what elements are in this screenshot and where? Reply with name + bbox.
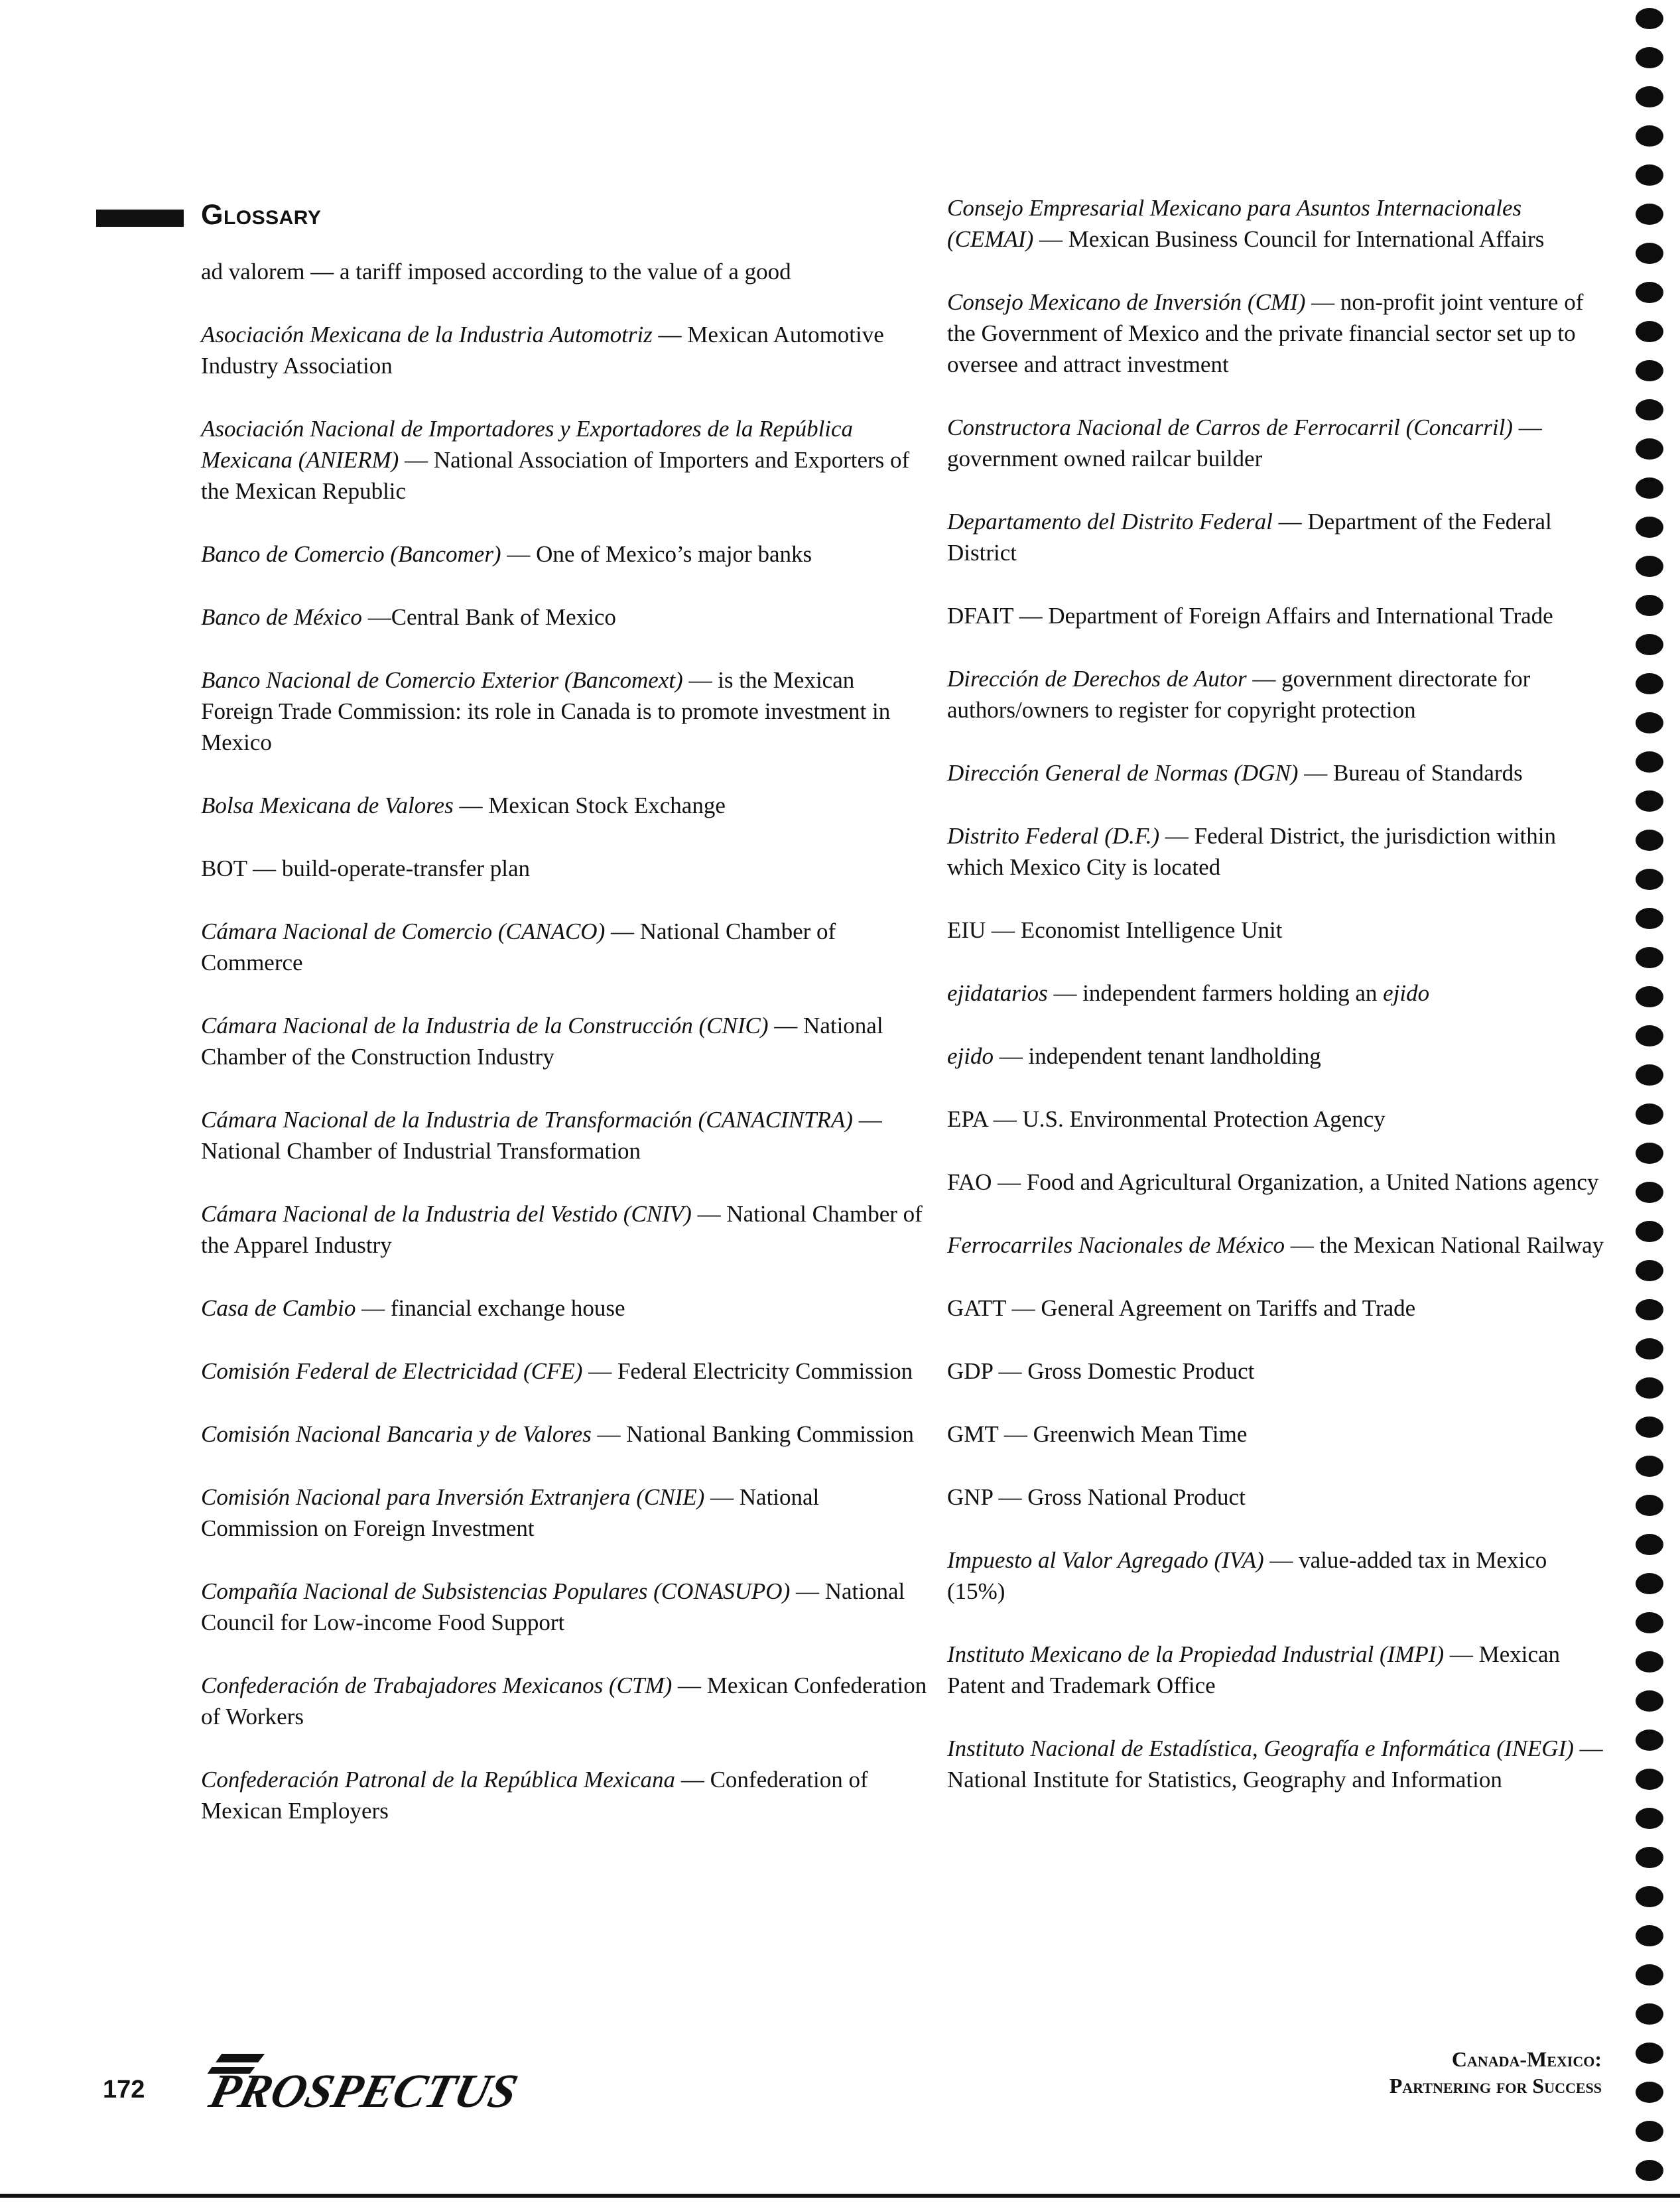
binding-hole	[1636, 399, 1663, 420]
binding-hole	[1636, 1260, 1663, 1281]
glossary-entry	[201, 1104, 931, 1166]
glossary-definition-emphasis: ejido	[1383, 980, 1430, 1006]
binding-hole	[1636, 1730, 1663, 1751]
binding-hole	[1636, 2121, 1663, 2142]
glossary-separator: —	[453, 792, 489, 818]
binding-hole	[1636, 595, 1663, 616]
glossary-term: Bolsa Mexicana de Valores	[201, 792, 454, 818]
glossary-entry	[947, 1544, 1610, 1607]
glossary-entry	[947, 1166, 1610, 1198]
binding-hole	[1636, 204, 1663, 225]
footer-line-2: Partnering for Success	[1389, 2074, 1602, 2098]
heading-marker-bar	[96, 210, 184, 227]
glossary-separator: BOT —	[201, 855, 282, 881]
glossary-definition: a tariff imposed according to the value of a good	[339, 259, 791, 284]
glossary-entry	[947, 1481, 1610, 1513]
glossary-definition: the Mexican National Railway	[1319, 1232, 1604, 1258]
page-title: Glossary	[201, 199, 322, 231]
binding-hole	[1636, 1338, 1663, 1359]
glossary-separator: GNP —	[947, 1484, 1028, 1510]
glossary-entry	[201, 601, 931, 633]
glossary-definition: Department of the Federal District	[947, 509, 1552, 566]
glossary-definition: Greenwich Mean Time	[1033, 1421, 1248, 1447]
glossary-definition: Mexican Confederation of Workers	[201, 1672, 927, 1730]
glossary-entry	[947, 1639, 1610, 1701]
binding-hole	[1636, 712, 1663, 733]
glossary-definition: National Commission on Foreign Investment	[201, 1484, 820, 1541]
binding-hole	[1636, 1651, 1663, 1672]
prospectus-logo	[204, 2044, 523, 2117]
glossary-definition: Federal Electricity Commission	[617, 1358, 913, 1384]
binding-hole	[1636, 125, 1663, 147]
glossary-definition: National Association of Importers and Exporters of the Mexican Republic	[201, 447, 910, 504]
glossary-term: Confederación Patronal de la República Mexicana	[201, 1767, 676, 1793]
glossary-entry	[947, 1418, 1610, 1450]
glossary-entry	[201, 1418, 931, 1450]
glossary-separator: —	[704, 1484, 740, 1510]
glossary-term: Instituto Mexicano de la Propiedad Industrial (IMPI)	[947, 1641, 1445, 1667]
glossary-separator: —	[1285, 1232, 1320, 1258]
binding-hole	[1636, 1886, 1663, 1907]
glossary-definition: U.S. Environmental Protection Agency	[1022, 1106, 1386, 1132]
glossary-definition: independent tenant landholding	[1028, 1043, 1321, 1069]
glossary-term: Cámara Nacional de la Industria de la Construcción (CNIC)	[201, 1013, 769, 1039]
footer-series-title	[1389, 2046, 1602, 2099]
glossary-separator: —	[1263, 1547, 1299, 1573]
glossary-entry	[201, 319, 931, 381]
glossary-term: Consejo Empresarial Mexicano para Asuntos Internacionales (CEMAI)	[947, 195, 1522, 252]
glossary-entry	[947, 286, 1610, 380]
glossary-entry	[947, 600, 1610, 631]
glossary-definition: National Banking Commission	[626, 1421, 914, 1447]
binding-hole	[1636, 282, 1663, 303]
binding-hole	[1636, 1221, 1663, 1242]
binding-hole	[1636, 830, 1663, 851]
binding-hole	[1636, 1925, 1663, 1946]
glossary-entry	[201, 538, 931, 570]
binding-hole	[1636, 86, 1663, 107]
glossary-term: Consejo Mexicano de Inversión (CMI)	[947, 289, 1306, 315]
glossary-separator: DFAIT —	[947, 603, 1049, 629]
glossary-term: Banco Nacional de Comercio Exterior (Bancomext)	[201, 667, 683, 693]
glossary-entry	[201, 1764, 931, 1826]
binding-hole	[1636, 1495, 1663, 1516]
binding-hole	[1636, 1573, 1663, 1594]
glossary-separator: —	[361, 604, 391, 630]
logo-wordmark: PROSPECTUS	[204, 2064, 523, 2117]
binding-hole	[1636, 47, 1663, 68]
binding-hole	[1636, 869, 1663, 890]
glossary-separator: —	[605, 918, 640, 944]
glossary-definition: is the Mexican Foreign Trade Commission: its role in Canada is to promote investment in Mexico	[201, 667, 891, 755]
glossary-separator: —	[1512, 414, 1542, 440]
glossary-separator: —	[993, 1043, 1029, 1069]
glossary-term: Banco de Comercio (Bancomer)	[201, 541, 501, 567]
binding-hole	[1636, 908, 1663, 929]
binding-hole	[1636, 243, 1663, 264]
glossary-definition: Department of Foreign Affairs and International Trade	[1048, 603, 1553, 629]
glossary-entry	[947, 757, 1610, 788]
glossary-term: Compañía Nacional de Subsistencias Populares (CONASUPO)	[201, 1578, 791, 1604]
binding-hole	[1636, 1612, 1663, 1633]
glossary-definition: National Institute for Statistics, Geography and Information	[947, 1767, 1502, 1793]
glossary-separator: —	[768, 1013, 804, 1039]
glossary-entry	[201, 664, 931, 758]
glossary-definition: non-profit joint venture of the Government of Mexico and the private financial sector set up to oversee and attract investment	[947, 289, 1584, 377]
glossary-term: Asociación Nacional de Importadores y Exportadores de la República Mexicana (ANIERM)	[201, 416, 854, 473]
binding-hole	[1636, 751, 1663, 773]
binding-hole	[1636, 2043, 1663, 2064]
glossary-entry	[947, 1229, 1610, 1261]
glossary-term: Dirección General de Normas (DGN)	[947, 760, 1299, 786]
glossary-separator: —	[1047, 980, 1083, 1006]
glossary-term: Cámara Nacional de la Industria del Vestido (CNIV)	[201, 1201, 692, 1227]
glossary-entry	[947, 820, 1610, 883]
glossary-definition: Mexican Stock Exchange	[488, 792, 726, 818]
glossary-definition: National Chamber of Industrial Transformation	[201, 1138, 641, 1164]
glossary-term: ejidatarios	[947, 980, 1048, 1006]
binding-hole	[1636, 556, 1663, 577]
glossary-definition: independent farmers holding an	[1082, 980, 1384, 1006]
glossary-entry	[947, 1733, 1610, 1795]
binding-hole	[1636, 438, 1663, 460]
binding-hole	[1636, 1103, 1663, 1125]
binding-hole	[1636, 1143, 1663, 1164]
binding-hole	[1636, 1808, 1663, 1829]
glossary-entry	[201, 916, 931, 978]
glossary-separator: —	[355, 1295, 391, 1321]
binding-hole	[1636, 1299, 1663, 1320]
glossary-entry	[201, 1481, 931, 1544]
glossary-definition: Gross Domestic Product	[1027, 1358, 1255, 1384]
glossary-term: Instituto Nacional de Estadística, Geografía e Informática (INEGI)	[947, 1735, 1574, 1761]
glossary-separator: —	[399, 447, 434, 473]
glossary-term: Cámara Nacional de la Industria de Transformación (CANACINTRA)	[201, 1107, 853, 1133]
glossary-separator: —	[1444, 1641, 1479, 1667]
glossary-separator: —	[1159, 823, 1195, 849]
glossary-entry	[947, 1103, 1610, 1135]
glossary-separator: EIU —	[947, 917, 1021, 943]
binding-hole	[1636, 1534, 1663, 1555]
glossary-term: Asociación Mexicana de la Industria Automotriz	[201, 322, 653, 347]
glossary-term: Comisión Nacional Bancaria y de Valores	[201, 1421, 592, 1447]
binding-hole	[1636, 2082, 1663, 2103]
glossary-definition: build-operate-transfer plan	[281, 855, 531, 881]
glossary-column-right	[947, 192, 1610, 1827]
glossary-separator: —	[1305, 289, 1340, 315]
glossary-separator: —	[1033, 226, 1068, 252]
glossary-entry	[947, 1040, 1610, 1072]
binding-hole	[1636, 1456, 1663, 1477]
glossary-term: Impuesto al Valor Agregado (IVA)	[947, 1547, 1264, 1573]
glossary-term: Banco de México	[201, 604, 362, 630]
glossary-definition: financial exchange house	[390, 1295, 625, 1321]
binding-hole	[1636, 164, 1663, 186]
glossary-term: ejido	[947, 1043, 994, 1069]
glossary-definition: Bureau of Standards	[1332, 760, 1523, 786]
binding-hole	[1636, 1847, 1663, 1868]
glossary-entry	[201, 1010, 931, 1072]
glossary-definition: One of Mexico’s major banks	[536, 541, 812, 567]
glossary-entry	[201, 1670, 931, 1732]
glossary-separator: —	[682, 667, 718, 693]
binding-hole	[1636, 1182, 1663, 1203]
binding-hole	[1636, 2003, 1663, 2025]
glossary-definition: National Council for Low-income Food Support	[201, 1578, 905, 1635]
glossary-separator: GDP —	[947, 1358, 1028, 1384]
glossary-entry	[201, 256, 931, 287]
glossary-entry	[201, 1576, 931, 1638]
glossary-separator: —	[1246, 666, 1282, 692]
glossary-definition: government owned railcar builder	[947, 446, 1263, 472]
glossary-entry	[201, 1292, 931, 1324]
glossary-entry	[947, 192, 1610, 255]
binding-hole	[1636, 2160, 1663, 2181]
glossary-entry	[201, 853, 931, 884]
glossary-entry	[947, 663, 1610, 725]
binding-hole	[1636, 1064, 1663, 1086]
glossary-column-left	[201, 256, 931, 1858]
glossary-definition: Mexican Business Council for International Affairs	[1068, 226, 1545, 252]
glossary-definition: Mexican Patent and Trademark Office	[947, 1641, 1561, 1698]
binding-hole	[1636, 947, 1663, 968]
glossary-term: Constructora Nacional de Carros de Ferrocarril (Concarril)	[947, 414, 1513, 440]
glossary-separator: —	[675, 1767, 710, 1793]
glossary-definition: General Agreement on Tariffs and Trade	[1041, 1295, 1416, 1321]
glossary-definition: government directorate for authors/owners to register for copyright protection	[947, 666, 1531, 723]
binding-hole	[1636, 8, 1663, 29]
glossary-entry	[947, 506, 1610, 568]
binding-hole	[1636, 673, 1663, 694]
glossary-separator: —	[652, 322, 688, 347]
binding-hole	[1636, 1690, 1663, 1712]
glossary-definition: Economist Intelligence Unit	[1020, 917, 1283, 943]
spiral-binding	[1636, 0, 1675, 2205]
glossary-entry	[201, 413, 931, 507]
glossary-separator: —	[691, 1201, 727, 1227]
glossary-entry	[201, 790, 931, 821]
glossary-definition: National Chamber of Commerce	[201, 918, 836, 976]
binding-hole	[1636, 517, 1663, 538]
footer-line-1: Canada-Mexico:	[1451, 2047, 1602, 2071]
binding-hole	[1636, 1417, 1663, 1438]
glossary-separator: GMT —	[947, 1421, 1033, 1447]
glossary-term: Comisión Nacional para Inversión Extranjera (CNIE)	[201, 1484, 705, 1510]
glossary-separator: ad valorem —	[201, 259, 340, 284]
binding-hole	[1636, 986, 1663, 1007]
glossary-entry	[947, 914, 1610, 946]
glossary-separator: EPA —	[947, 1106, 1023, 1132]
binding-hole	[1636, 321, 1663, 342]
glossary-entry	[947, 412, 1610, 474]
glossary-term: Casa de Cambio	[201, 1295, 356, 1321]
bottom-edge-rule	[0, 2194, 1680, 2198]
glossary-term: Distrito Federal (D.F.)	[947, 823, 1160, 849]
glossary-definition: National Chamber of the Apparel Industry	[201, 1201, 923, 1258]
binding-hole	[1636, 477, 1663, 499]
glossary-separator: —	[1573, 1735, 1603, 1761]
binding-hole	[1636, 790, 1663, 812]
glossary-definition: Mexican Automotive Industry Association	[201, 322, 884, 379]
glossary-definition: Central Bank of Mexico	[391, 604, 616, 630]
glossary-separator: —	[1298, 760, 1333, 786]
glossary-definition: value-added tax in Mexico (15%)	[947, 1547, 1547, 1604]
glossary-separator: FAO —	[947, 1169, 1027, 1195]
glossary-definition: Gross National Product	[1027, 1484, 1246, 1510]
glossary-separator: —	[852, 1107, 882, 1133]
glossary-term: Comisión Federal de Electricidad (CFE)	[201, 1358, 583, 1384]
binding-hole	[1636, 1377, 1663, 1399]
glossary-definition: Federal District, the jurisdiction within which Mexico City is located	[947, 823, 1556, 880]
glossary-term: Cámara Nacional de Comercio (CANACO)	[201, 918, 606, 944]
glossary-separator: —	[672, 1672, 707, 1698]
glossary-entry	[947, 1292, 1610, 1324]
glossary-definition: Confederation of Mexican Employers	[201, 1767, 868, 1824]
binding-hole	[1636, 1964, 1663, 1985]
binding-hole	[1636, 1769, 1663, 1790]
glossary-term: Departamento del Distrito Federal	[947, 509, 1273, 535]
glossary-separator: —	[501, 541, 537, 567]
glossary-definition: National Chamber of the Construction Industry	[201, 1013, 883, 1070]
glossary-separator: —	[790, 1578, 825, 1604]
glossary-entry	[201, 1355, 931, 1387]
glossary-separator: GATT —	[947, 1295, 1041, 1321]
glossary-term: Dirección de Derechos de Autor	[947, 666, 1247, 692]
binding-hole	[1636, 634, 1663, 655]
binding-hole	[1636, 1025, 1663, 1046]
glossary-term: Ferrocarriles Nacionales de México	[947, 1232, 1285, 1258]
glossary-entry	[201, 1198, 931, 1261]
glossary-separator: —	[582, 1358, 617, 1384]
binding-hole	[1636, 360, 1663, 381]
glossary-term: Confederación de Trabajadores Mexicanos (CTM)	[201, 1672, 673, 1698]
glossary-separator: —	[591, 1421, 627, 1447]
glossary-separator: —	[1272, 509, 1308, 535]
glossary-entry	[947, 1355, 1610, 1387]
glossary-entry	[947, 977, 1610, 1009]
page-number: 172	[103, 2076, 145, 2104]
glossary-definition: Food and Agricultural Organization, a United Nations agency	[1026, 1169, 1599, 1195]
